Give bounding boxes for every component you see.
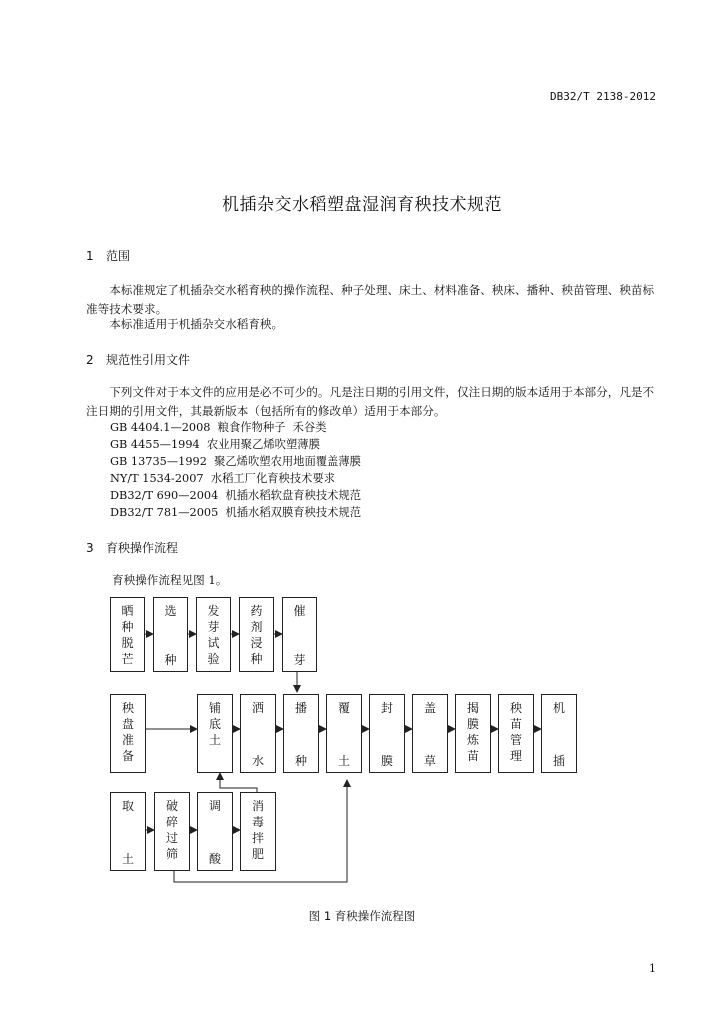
flow-step-label: 秧 盘 准 备 [121,701,134,763]
section-title: 规范性引用文件 [106,353,191,367]
flow-step-box [455,694,491,773]
section-number: 1 [86,249,94,263]
flow-step-label: 草 [423,754,436,768]
flow-step-label: 消 毒 拌 肥 [251,799,264,861]
reference-item: DB32/T 690—2004 机插水稻软盘育秧技术规范 [110,489,362,502]
flow-step-box [197,792,233,871]
section-number: 2 [86,353,94,367]
flow-step-label: 取 [121,799,134,813]
page-number: 1 [649,962,656,975]
reference-item: GB 13735—1992 聚乙烯吹塑农用地面覆盖薄膜 [110,455,361,468]
flow-step-label: 水 [251,754,264,768]
flow-step-box [412,694,448,773]
flow-step-label: 封 [380,701,393,715]
section-number: 3 [86,541,94,555]
flow-step-box [326,694,362,773]
document-code: DB32/T 2138-2012 [550,90,656,103]
flow-step-label: 插 [552,754,565,768]
flow-step-label: 种 [164,653,177,667]
flow-step-box [153,597,188,672]
flow-step-label: 选 [164,604,177,618]
flow-step-label: 土 [121,852,134,866]
flow-step-box [240,792,276,871]
flow-step-label: 催 [293,604,306,618]
flow-step-box [197,694,233,773]
reference-item: DB32/T 781—2005 机插水稻双膜育秧技术规范 [110,506,362,519]
flow-step-label: 芽 [293,653,306,667]
flow-step-box [240,694,276,773]
figure-caption: 图 1 育秧操作流程图 [308,909,416,923]
flow-step-label: 盖 [423,701,436,715]
flow-step-box [110,694,146,773]
flow-step-label: 药 剂 浸 种 [250,604,263,666]
flow-step-box [196,597,231,672]
flow-step-label: 机 [552,701,565,715]
flow-step-label: 种 [294,754,307,768]
flow-step-box [369,694,405,773]
flow-step-box [110,597,145,672]
scope-paragraph-1: 本标准规定了机插杂交水稻育秧的操作流程、种子处理、床土、材料准备、秧床、播种、秧苗管理、秧苗标准等技术要求。 [86,283,655,316]
flow-step-label: 洒 [251,701,264,715]
flow-step-box [283,694,319,773]
flow-step-box [541,694,577,773]
section-title: 范围 [106,249,131,263]
flow-step-label: 覆 [337,701,350,715]
reference-item: NY/T 1534-2007 水稻工厂化育秧技术要求 [110,472,336,485]
flow-step-box [239,597,274,672]
document-title: 机插杂交水稻塑盘湿润育秧技术规范 [222,195,502,215]
process-intro: 育秧操作流程见图 1。 [112,573,228,587]
flow-step-label: 秧 苗 管 理 [509,701,522,763]
flow-arrow [220,773,257,792]
references-intro: 下列文件对于本文件的应用是必不可少的。凡是注日期的引用文件，仅注日期的版本适用于本部分，凡是不注日期的引用文件，其最新版本（包括所有的修改单）适用于本部分。 [86,385,655,418]
flow-step-box [498,694,534,773]
flow-step-label: 播 [294,701,307,715]
flow-step-box [282,597,317,672]
flow-step-label: 发 芽 试 验 [207,604,220,666]
flow-step-box [110,792,146,871]
reference-item: GB 4455—1994 农业用聚乙烯吹塑薄膜 [110,438,320,451]
flow-step-box [154,792,190,871]
flow-step-label: 晒 种 脱 芒 [121,604,134,666]
flow-step-label: 铺 底 土 [208,701,221,747]
flow-step-label: 调 [208,799,221,813]
flow-step-label: 膜 [380,754,393,768]
reference-item: GB 4404.1—2008 粮食作物种子 禾谷类 [110,421,327,434]
scope-paragraph-2: 本标准适用于机插杂交水稻育秧。 [109,317,284,331]
flow-step-label: 破 碎 过 筛 [165,799,178,861]
flow-step-label: 土 [337,754,350,768]
flow-step-label: 揭 膜 炼 苗 [466,701,479,763]
flow-step-label: 酸 [208,852,221,866]
section-title: 育秧操作流程 [106,541,179,555]
